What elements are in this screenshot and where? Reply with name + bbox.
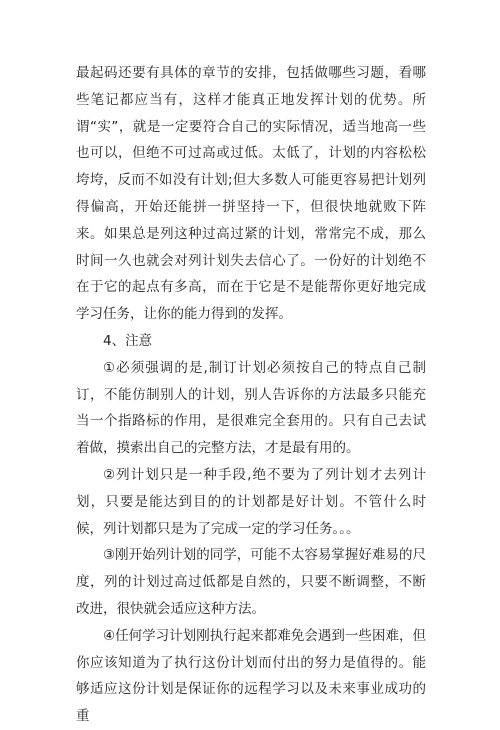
document-body: [76, 60, 426, 730]
paragraph-note-4: ④任何学习计划刚执行起来都难免会遇到一些困难，但你应该知道为了执行这份计划而付出的努力是值得的。能够适应这份计划是保证你的远程学习以及未来事业成功的重: [76, 627, 426, 725]
paragraph-note-1: ①必须强调的是,制订计划必须按自己的特点自己制订，不能仿制别人的计划，别人告诉你的方法最多只能充当一个指路标的作用，是很难完全套用的。只有自己去试着做，摸索出自己的完整方法，才是最有用的。: [76, 359, 426, 457]
paragraph-note-2: ②列计划只是一种手段,绝不要为了列计划才去列计划，只要是能达到目的的计划都是好计划。不管什么时候，列计划都只是为了完成一定的学习任务。。。: [76, 466, 426, 537]
section-heading: 4、注意: [103, 332, 153, 349]
paragraph-continuation: 最起码还要有具体的章节的安排，包括做哪些习题，看哪些笔记都应当有，这样才能真正地发挥计划的优势。所谓“实”，就是一定要符合自己的实际情况，适当地高一些也可以，但绝不可过高或过低。太低了，计划的内容松松垮垮，反而不如没有计划;但大多数人可能更容易把计划列得偏高，开始还能拼一拼坚持一下，但很快地就败下阵来。如果总是列这种过高过紧的计划，常常完不成，那么时间一久也就会对列计划失去信心了。一份好的计划绝不在于它的起点有多高，而在于它是不是能帮你更好地完成学习任务，让你的能力得到的发挥。: [76, 65, 426, 323]
paragraph-note-3: ③刚开始列计划的同学，可能不太容易掌握好难易的尺度，列的计划过高过低都是自然的，只要不断调整，不断改进，很快就会适应这种方法。: [76, 547, 426, 617]
